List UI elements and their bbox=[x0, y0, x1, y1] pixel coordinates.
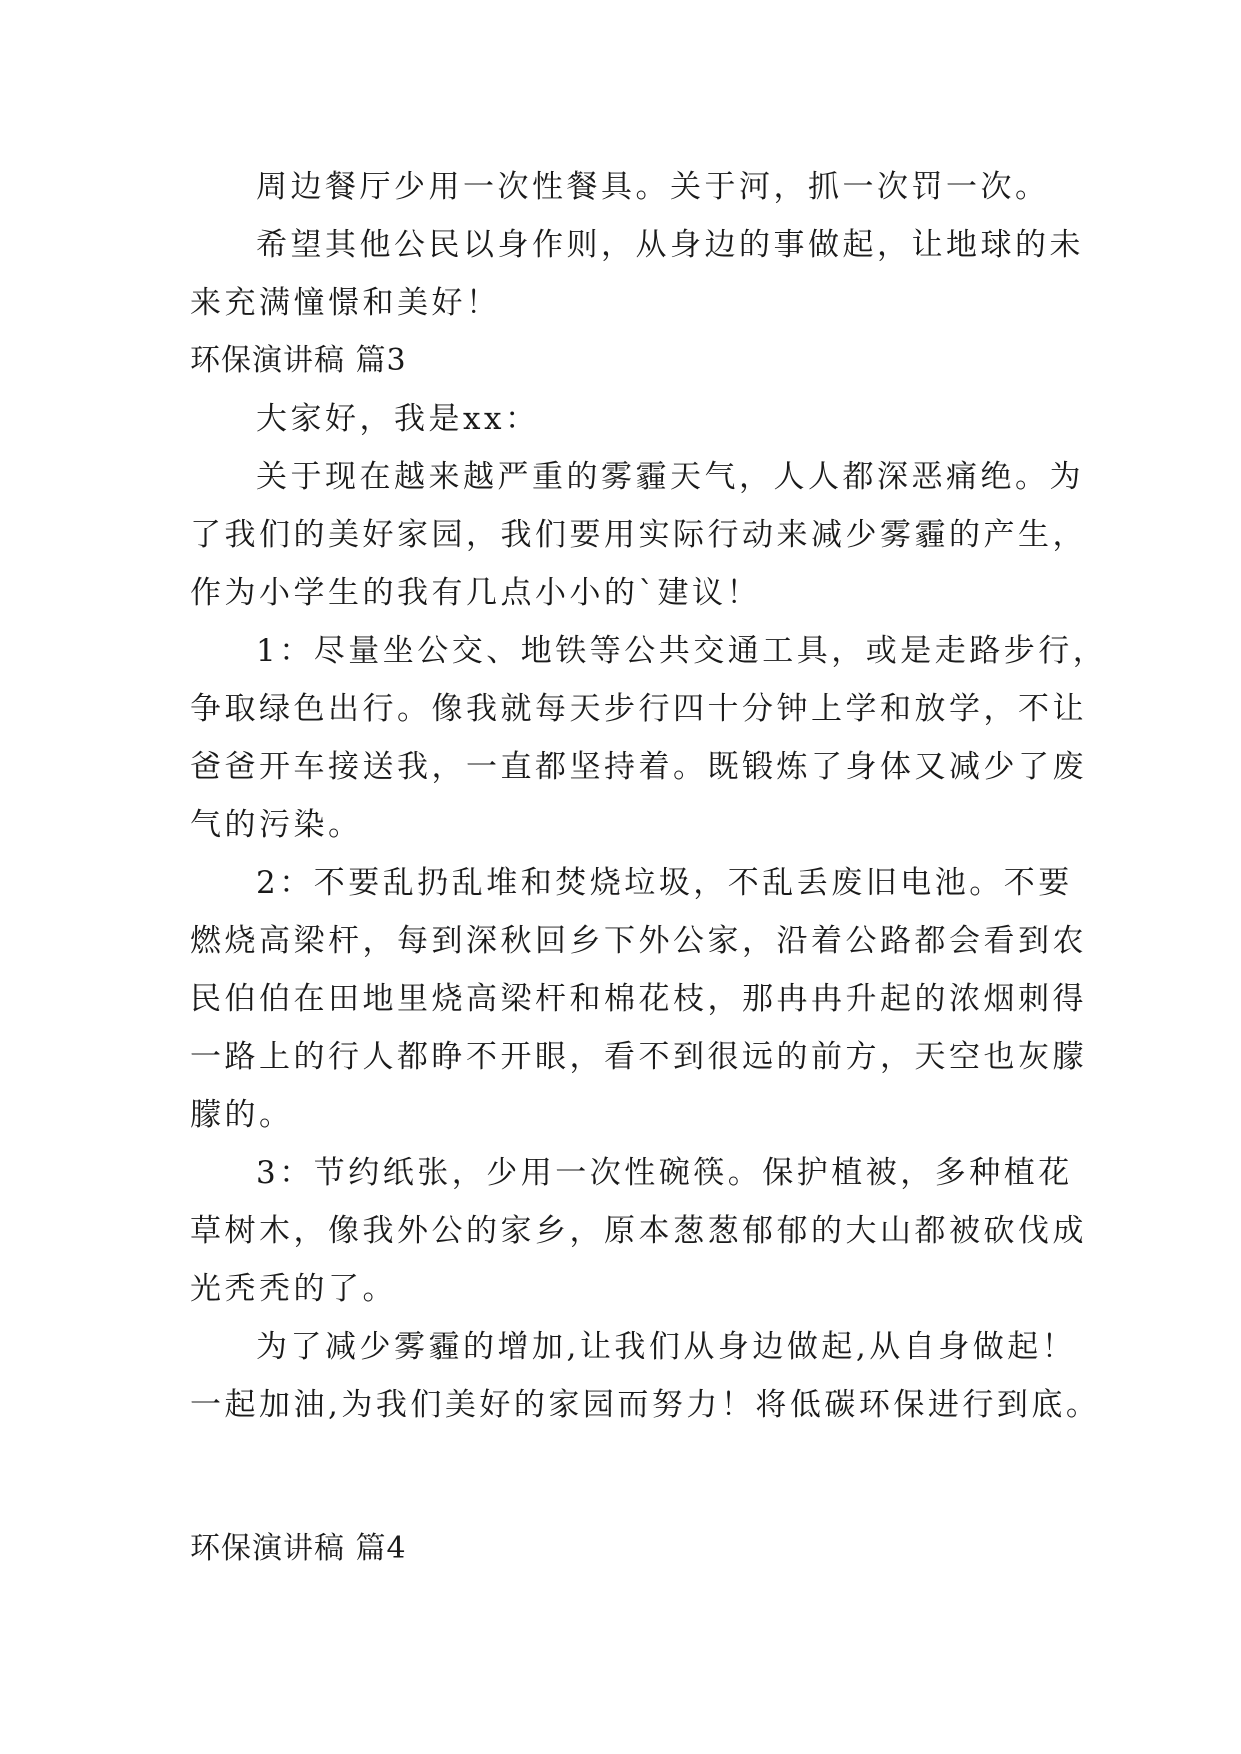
blank-line bbox=[190, 1492, 1060, 1520]
paragraph-hope bbox=[190, 216, 1084, 332]
text-line: 周边餐厅少用一次性餐具。关于河，抓一次罚一次。 bbox=[256, 169, 1050, 205]
text-line: 2：不要乱扔乱堆和焚烧垃圾，不乱丢废旧电池。不要 bbox=[256, 865, 1073, 901]
text-line: 草树木，像我外公的家乡，原本葱葱郁郁的大山都被砍伐成 bbox=[190, 1213, 1087, 1249]
paragraph-point-1 bbox=[190, 622, 1108, 854]
section-heading-3: 环保演讲稿 篇3 bbox=[190, 343, 407, 378]
text-line: 民伯伯在田地里烧高梁杆和棉花枝，那冉冉升起的浓烟刺得 bbox=[190, 981, 1087, 1017]
text-line: 气的污染。 bbox=[190, 807, 363, 843]
paragraph-point-2 bbox=[190, 854, 1087, 1144]
text-line: 争取绿色出行。像我就每天步行四十分钟上学和放学，不让 bbox=[190, 691, 1087, 727]
document-page bbox=[190, 158, 1108, 1578]
text-line: 一路上的行人都睁不开眼，看不到很远的前方，天空也灰朦 bbox=[190, 1039, 1087, 1075]
text-line: 光秃秃的了。 bbox=[190, 1271, 397, 1307]
text-line: 大家好，我是xx： bbox=[256, 401, 540, 437]
paragraph-conclusion bbox=[190, 1318, 1101, 1434]
section-heading-4: 环保演讲稿 篇4 bbox=[190, 1531, 407, 1566]
paragraph-greeting bbox=[190, 390, 1060, 448]
text-line: 为了减少雾霾的增加,让我们从身边做起,从自身做起！ bbox=[256, 1329, 1077, 1365]
text-line: 燃烧高梁杆，每到深秋回乡下外公家，沿着公路都会看到农 bbox=[190, 923, 1087, 959]
text-line: 一起加油,为我们美好的家园而努力！将低碳环保进行到底。 bbox=[190, 1387, 1101, 1423]
text-line: 关于现在越来越严重的雾霾天气，人人都深恶痛绝。为 bbox=[256, 459, 1084, 495]
blank-line bbox=[190, 1434, 1060, 1492]
text-line: 希望其他公民以身作则，从身边的事做起，让地球的未 bbox=[256, 227, 1084, 263]
paragraph-intro bbox=[190, 448, 1087, 622]
text-line: 了我们的美好家园，我们要用实际行动来减少雾霾的产生， bbox=[190, 517, 1087, 553]
text-line: 朦的。 bbox=[190, 1097, 294, 1133]
paragraph-continued bbox=[190, 158, 1060, 216]
text-line: 1：尽量坐公交、地铁等公共交通工具，或是走路步行， bbox=[256, 633, 1108, 669]
text-line: 作为小学生的我有几点小小的`建议！ bbox=[190, 575, 761, 611]
text-line: 3：节约纸张，少用一次性碗筷。保护植被，多种植花 bbox=[256, 1155, 1073, 1191]
text-line: 来充满憧憬和美好！ bbox=[190, 285, 501, 321]
text-line: 爸爸开车接送我，一直都坚持着。既锻炼了身体又减少了废 bbox=[190, 749, 1087, 785]
paragraph-point-3 bbox=[190, 1144, 1087, 1318]
